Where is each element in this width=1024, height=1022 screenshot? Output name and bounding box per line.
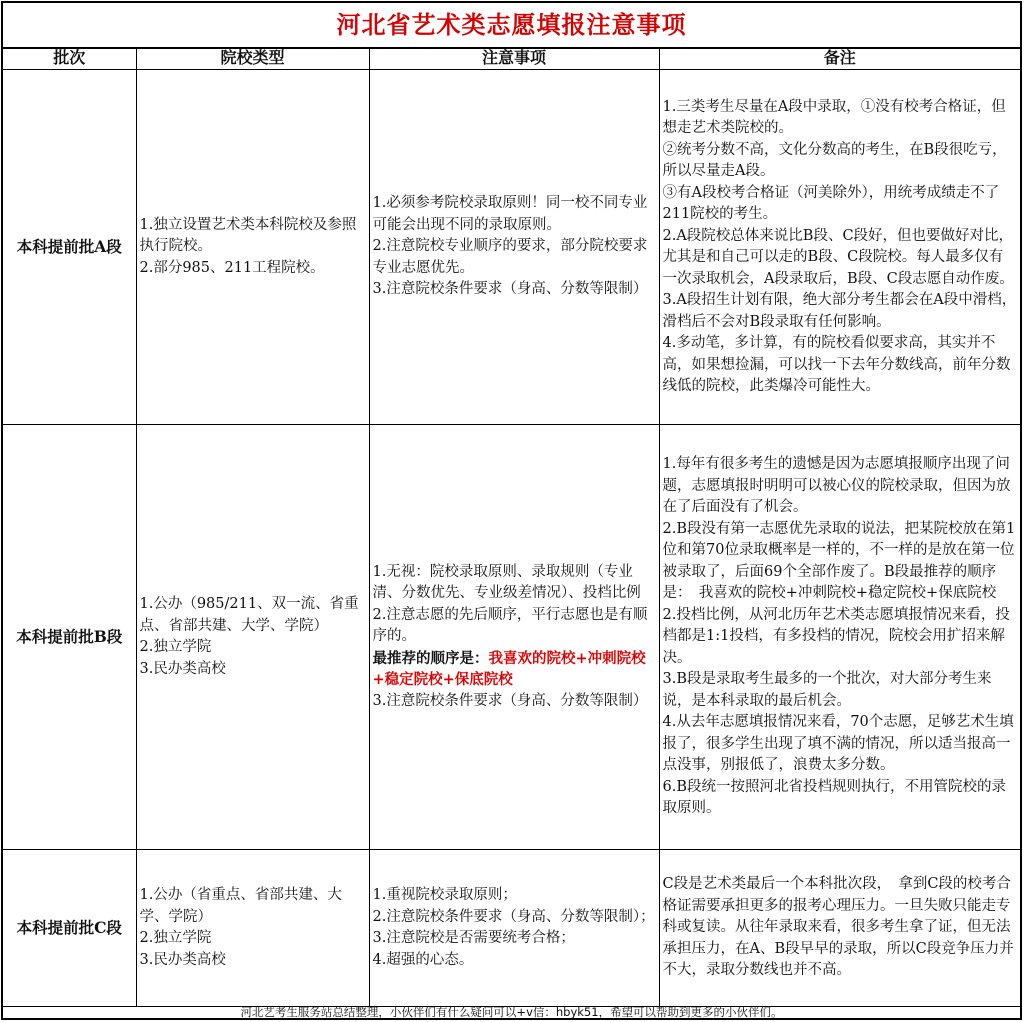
notes-cell: [369, 70, 659, 425]
note-line: 4.超强的心态。: [372, 951, 474, 968]
notes-cell: [369, 425, 659, 850]
remark-line: 2.A段院校总体来说比B段、C段好，但也要做好对比，尤其是和自己可以走的B段、C段院校。每人最多仅有一次录取机会，A段录取后，B段、C段志愿自动作废。: [662, 227, 1014, 287]
table-row-batch-a: [3, 70, 1020, 425]
footer-note: 河北艺考生服务站总结整理，小伙伴们有什么疑问可以+v信：hbyk51，希望可以帮助到更多的小伙伴们。: [240, 1005, 783, 1019]
note-line: 1.重视院校录取原则；: [372, 887, 517, 903]
table-row-batch-c: [3, 850, 1020, 1007]
note-line: 2.注意志愿的先后顺序，平行志愿也是有顺序的。: [372, 606, 648, 645]
note-line: 2.注意院校条件要求（身高、分数等限制）；: [372, 908, 655, 925]
remarks-cell: [659, 70, 1020, 425]
header-notes: 注意事项: [369, 47, 659, 70]
remark-line: 2.投档比例，从河北历年艺术类志愿填报情况来看，投档都是1:1投档，有多投档的情况，院校会用扩招来解决。: [662, 606, 1010, 666]
school-type-cell: [136, 70, 369, 425]
recommended-order-label: 最推荐的顺序是：: [372, 649, 489, 667]
note-line: 2.注意院校专业顺序的要求，部分院校要求专业志愿优先。: [372, 238, 648, 276]
remark-line: 4.从去年志愿填报情况来看，70个志愿，足够艺术生填报了，很多学生出现了填不满的情况，所以适当报高一点没事，别报低了，浪费太多分数。: [662, 714, 1014, 774]
recommended-order-highlight: 我喜欢的院校+冲刺院校+稳定院校+保底院校: [372, 649, 646, 689]
note-line: 3.注意院校条件要求（身高、分数等限制）: [372, 692, 648, 709]
school-type-line: 1.独立设置艺术类本科院校及参照执行院校。: [139, 216, 357, 255]
header-remarks: 备注: [659, 47, 1020, 70]
remark-line: 6.B段统一按照河北省投档规则执行，不用管院校的录取原则。: [662, 778, 1006, 817]
batch-cell: 本科提前批C段: [3, 850, 136, 1007]
batch-cell: 本科提前批B段: [3, 425, 136, 850]
recommended-order-line: [373, 648, 656, 691]
notes-cell: [369, 850, 659, 1007]
remark-line: 1.三类考生尽量在A段中录取，①没有校考合格证，但想走艺术类院校的。: [662, 98, 1006, 136]
batch-cell: 本科提前批A段: [3, 70, 136, 425]
school-type-line: 3.民办类高校: [139, 951, 226, 968]
remark-line: 3.A段招生计划有限，绝大部分考生都会在A段中滑档，滑档后不会对B段录取有任何影响。: [662, 292, 1017, 330]
remarks-cell: [659, 850, 1020, 1007]
school-type-line: 1.公办（省重点、省部共建、大学、学院）: [139, 887, 342, 925]
school-type-line: 1.公办（985/211、双一流、省重点、省部共建、大学、学院）: [139, 596, 359, 634]
note-line: 1.无视：院校录取原则、录取规则（专业清、分数优先、专业级差情况）、投档比例: [372, 563, 641, 602]
school-type-cell: [136, 425, 369, 850]
document-title: 河北省艺术类志愿填报注意事项: [3, 3, 1020, 49]
remark-line: 1.每年有很多考生的遗憾是因为志愿填报顺序出现了问题，志愿填报时明明可以被心仪的院校录取，但因为放在了后面没有了机会。: [662, 456, 1011, 516]
header-school-type: 院校类型: [136, 47, 369, 70]
school-type-line: 2.独立学院: [139, 930, 212, 946]
note-line: 1.必须参考院校录取原则！同一校不同专业可能会出现不同的录取原则。: [372, 195, 648, 233]
header-batch: 批次: [3, 47, 136, 70]
remark-line: ②统考分数不高，文化分数高的考生，在B段很吃亏，所以尽量走A段。: [662, 141, 1007, 179]
remark-line: 2.B段没有第一志愿优先录取的说法，把某院校放在第1位和第70位录取概率是一样的，不一样的是放在第一位被录取了，后面69个全部作废了。B段最推荐的顺序是： 我喜欢的院校+冲刺院校+稳定院校+保底院校: [662, 520, 1016, 602]
remark-line: 3.B段是录取考生最多的一个批次，对大部分考生来说，是本科录取的最后机会。: [662, 671, 992, 709]
remarks-cell: [659, 425, 1020, 850]
notice-table-sheet: [1, 1, 1022, 1020]
school-type-cell: [136, 850, 369, 1007]
notice-table: [3, 47, 1020, 1007]
school-type-line: 2.独立学院: [139, 639, 212, 655]
school-type-line: 2.部分985、211工程院校。: [139, 259, 325, 276]
school-type-line: 3.民办类高校: [139, 660, 226, 677]
remark-line: C段是艺术类最后一个本科批次段， 拿到C段的校考合格证需要承担更多的报考心理压力。一旦失败只能走专科或复读。从往年录取来看，很多考生拿了证，但无法承担压力，在A、B段早早的录取，所以C段竞争压力并不大，录取分数线也并不高。: [662, 876, 1014, 979]
table-header-row: [3, 47, 1020, 70]
note-line: 3.注意院校是否需要统考合格；: [372, 930, 575, 946]
remark-line: ③有A段校考合格证（河美除外），用统考成绩走不了211院校的考生。: [662, 184, 1000, 222]
remark-line: 4.多动笔，多计算，有的院校看似要求高，其实并不高，如果想捡漏，可以找一下去年分数线高，前年分数线低的院校，此类爆冷可能性大。: [662, 335, 1011, 394]
note-line: 3.注意院校条件要求（身高、分数等限制）: [372, 281, 648, 298]
table-row-batch-b: [3, 425, 1020, 850]
